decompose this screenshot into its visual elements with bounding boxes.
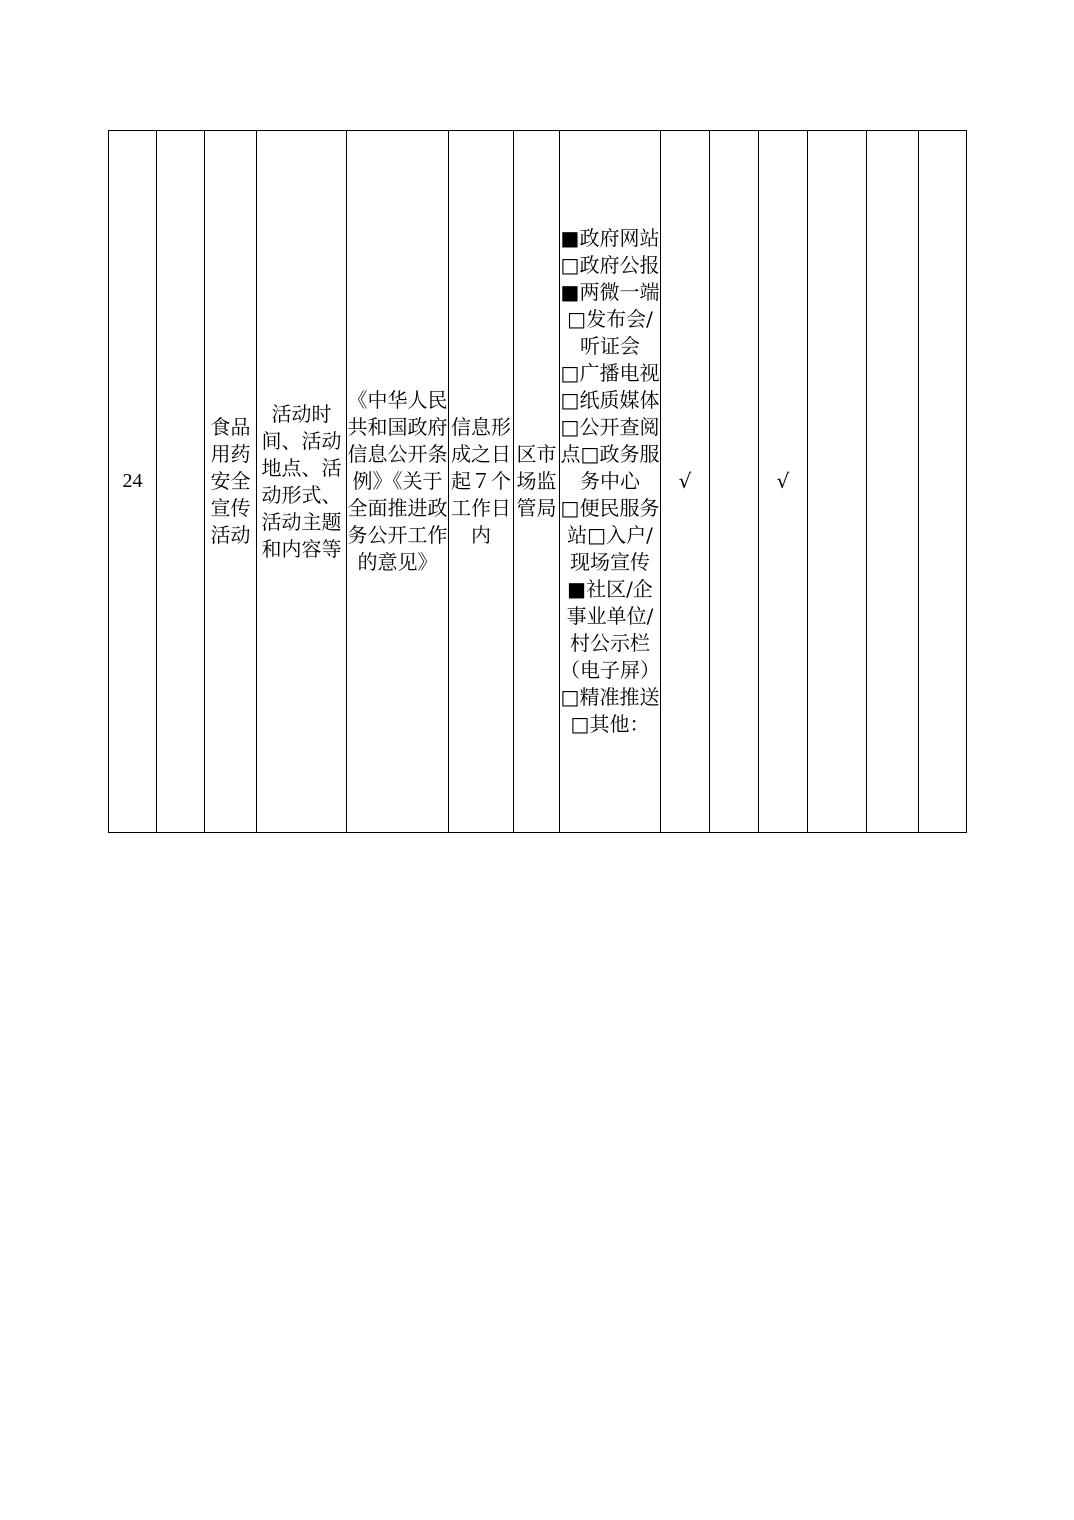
channels-cell: [560, 131, 661, 833]
row-number-cell: 24: [109, 131, 157, 833]
table-row: [109, 131, 967, 833]
empty-cell: [157, 131, 205, 833]
basis-cell: 《中华人民共和国政府信息公开条例》《关于全面推进政务公开工作的意见》: [347, 131, 449, 833]
empty-cell: [808, 131, 867, 833]
check-mark-cell: √: [661, 131, 710, 833]
item-name-cell: 食品用药安全宣传活动: [205, 131, 257, 833]
channels-list: [560, 225, 660, 738]
channel-group: □便民服务站□入户/现场宣传: [560, 496, 660, 574]
channel-group: □公开查阅点□政务服务中心: [560, 415, 660, 493]
check-mark-cell: √: [759, 131, 808, 833]
channel-group: ■社区/企事业单位/村公示栏（电子屏）: [560, 577, 660, 682]
empty-cell: [710, 131, 759, 833]
disclosure-table: [108, 130, 967, 833]
channel-group: ■政府网站 □政府公报: [560, 226, 660, 277]
channel-group: □广播电视 □纸质媒体: [560, 361, 660, 412]
empty-cell: [867, 131, 919, 833]
channel-group: □精准推送 □其他：: [560, 685, 660, 736]
time-limit-cell: 信息形成之日起７个工作日内: [449, 131, 514, 833]
department-cell: 区市场监管局: [514, 131, 560, 833]
channel-group: ■两微一端 □发布会/听证会: [560, 280, 660, 358]
empty-cell: [919, 131, 967, 833]
content-cell: 活动时间、活动地点、活动形式、活动主题和内容等: [257, 131, 347, 833]
